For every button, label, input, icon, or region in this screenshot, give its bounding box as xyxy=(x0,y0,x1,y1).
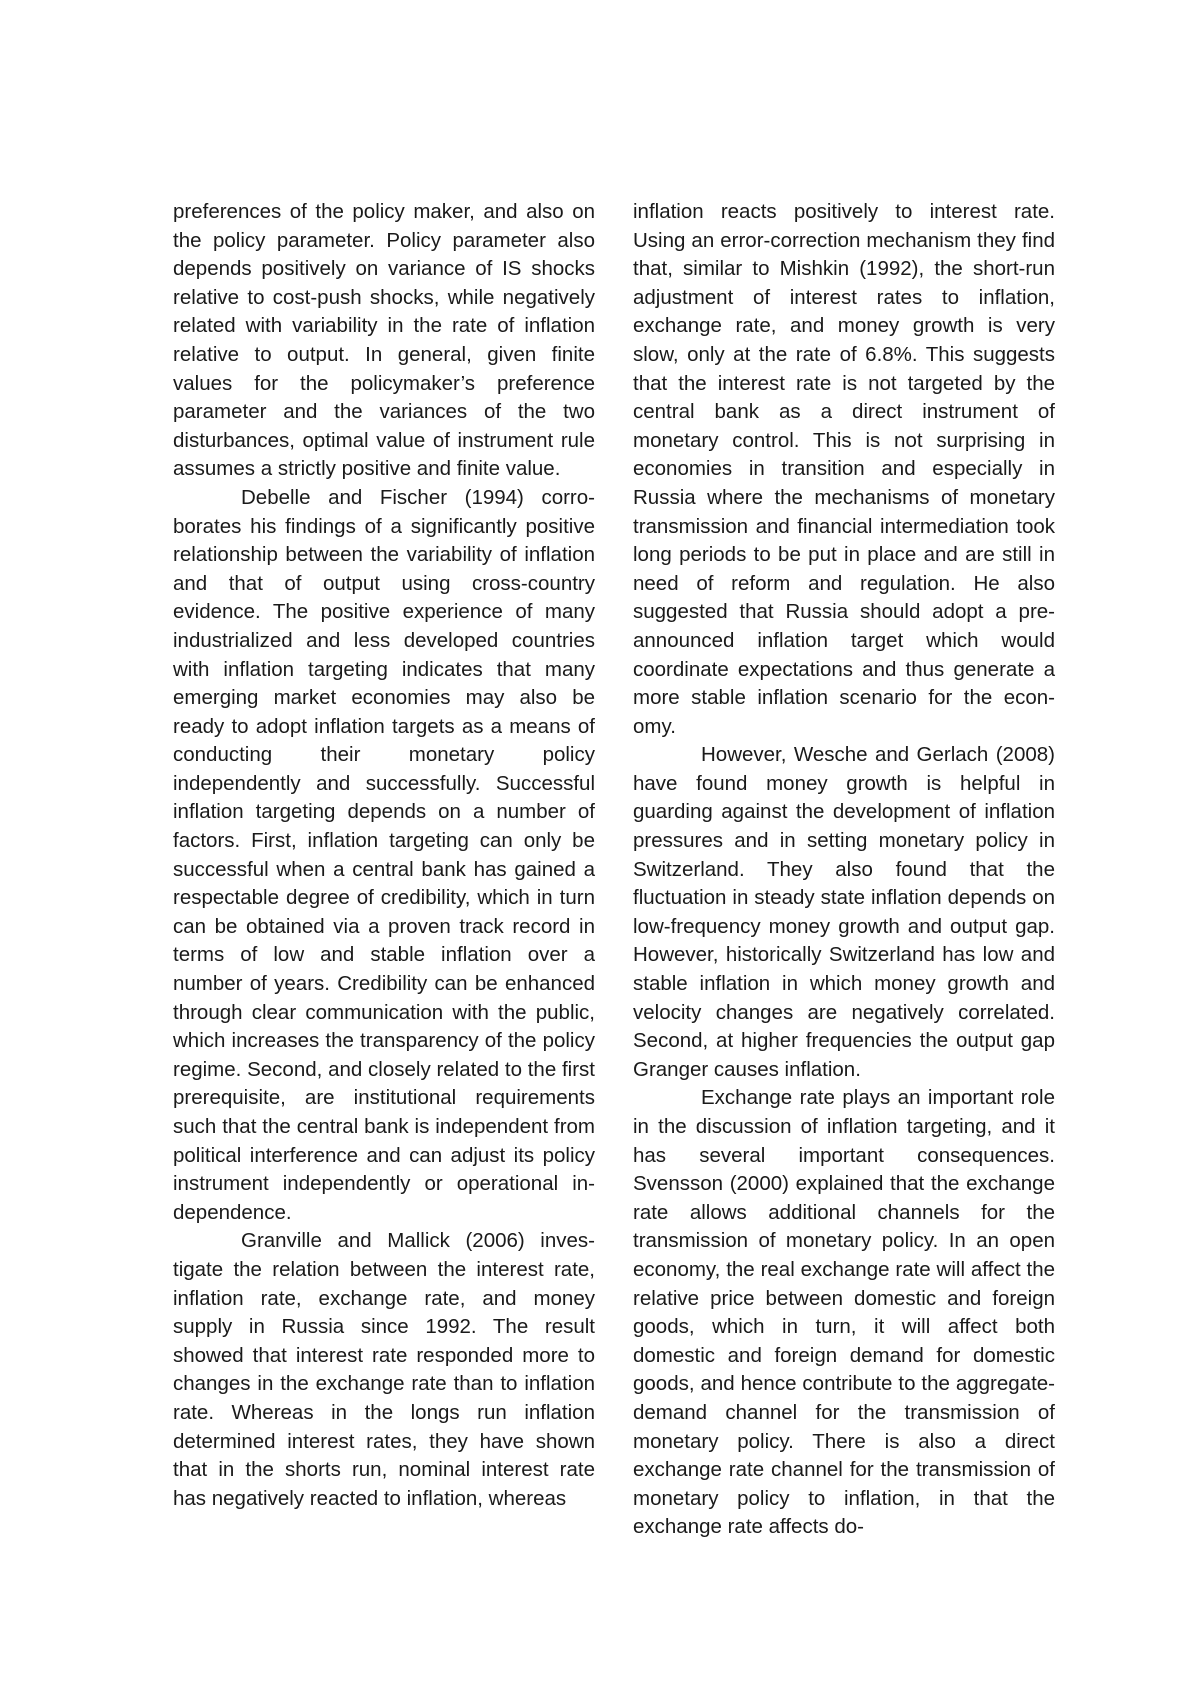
paragraph: Exchange rate plays an important role in the discussion of inflation targeting, and it has several important consequences. Svensson (2000) explained that the exchange rate allows additional channels for the transmission of monetary policy. In an open economy, the real exchange rate will affect the relative price between domestic and foreign goods, which in turn, it will affect both domestic and foreign demand for domestic goods, and hence contribute to the aggregate-demand channel for the transmission of monetary policy. There is also a direct exchange rate channel for the transmission of monetary policy to inflation, in that the exchange rate affects do- xyxy=(633,1086,1055,1539)
paragraph: Debelle and Fischer (1994) corroborates his findings of a significantly positive relationship between the variability of inflation and that of output using cross-country evidence. The positive experience of many industrialized and less developed countries with inflation targeting indicates that many emerging market economies may also be ready to adopt inflation targets as a means of conducting their monetary policy independently and successfully. Successful inflation targeting depends on a number of factors. First, inflation targeting can only be successful when a central bank has gained a respectable degree of credibility, which in turn can be obtained via a proven track record in terms of low and stable inflation over a number of years. Credibility can be enhanced through clear communication with the public, which increases the transparency of the policy regime. Second, and closely related to the first prerequisite, are institutional requirements such that the central bank is independent from political interference and can adjust its policy instrument independently or operational independence. xyxy=(173,485,595,1224)
paragraph: preferences of the policy maker, and also on the policy parameter. Policy parameter also depends positively on variance of IS shocks relative to cost-push shocks, while negatively related with variability in the rate of inflation relative to output. In general, given finite values for the policymaker’s preference parameter and the variances of the two disturbances, optimal value of instrument rule assumes a strictly positive and finite value. xyxy=(173,200,595,481)
paragraph: inflation reacts positively to interest rate. Using an error-correction mechanism they find that, similar to Mishkin (1992), the short-run adjustment of interest rates to inflation, exchange rate, and money growth is very slow, only at the rate of 6.8%. This suggests that the interest rate is not targeted by the central bank as a direct instrument of monetary control. This is not surprising in economies in transition and especially in Russia where the mechanisms of monetary transmission and financial intermediation took long periods to be put in place and are still in need of reform and regulation. He also suggested that Russia should adopt a pre-announced inflation target which would coordinate expectations and thus generate a more stable inflation scenario for the economy. xyxy=(633,200,1055,738)
paragraph: However, Wesche and Gerlach (2008) have found money growth is helpful in guarding against the development of inflation pressures and in setting monetary policy in Switzerland. They also found that the fluctuation in steady state inflation depends on low-frequency money growth and output gap. However, historically Switzerland has low and stable inflation in which money growth and velocity changes are negatively correlated. Second, at higher frequencies the output gap Granger causes inflation. xyxy=(633,743,1055,1081)
left-text-column xyxy=(173,198,595,1513)
paragraph: Granville and Mallick (2006) investigate the relation between the interest rate, inflation rate, exchange rate, and money supply in Russia since 1992. The result showed that interest rate responded more to changes in the exchange rate than to inflation rate. Whereas in the longs run inflation determined interest rates, they have shown that in the shorts run, nominal interest rate has negatively reacted to inflation, whereas xyxy=(173,1229,595,1510)
right-text-column xyxy=(633,198,1055,1542)
